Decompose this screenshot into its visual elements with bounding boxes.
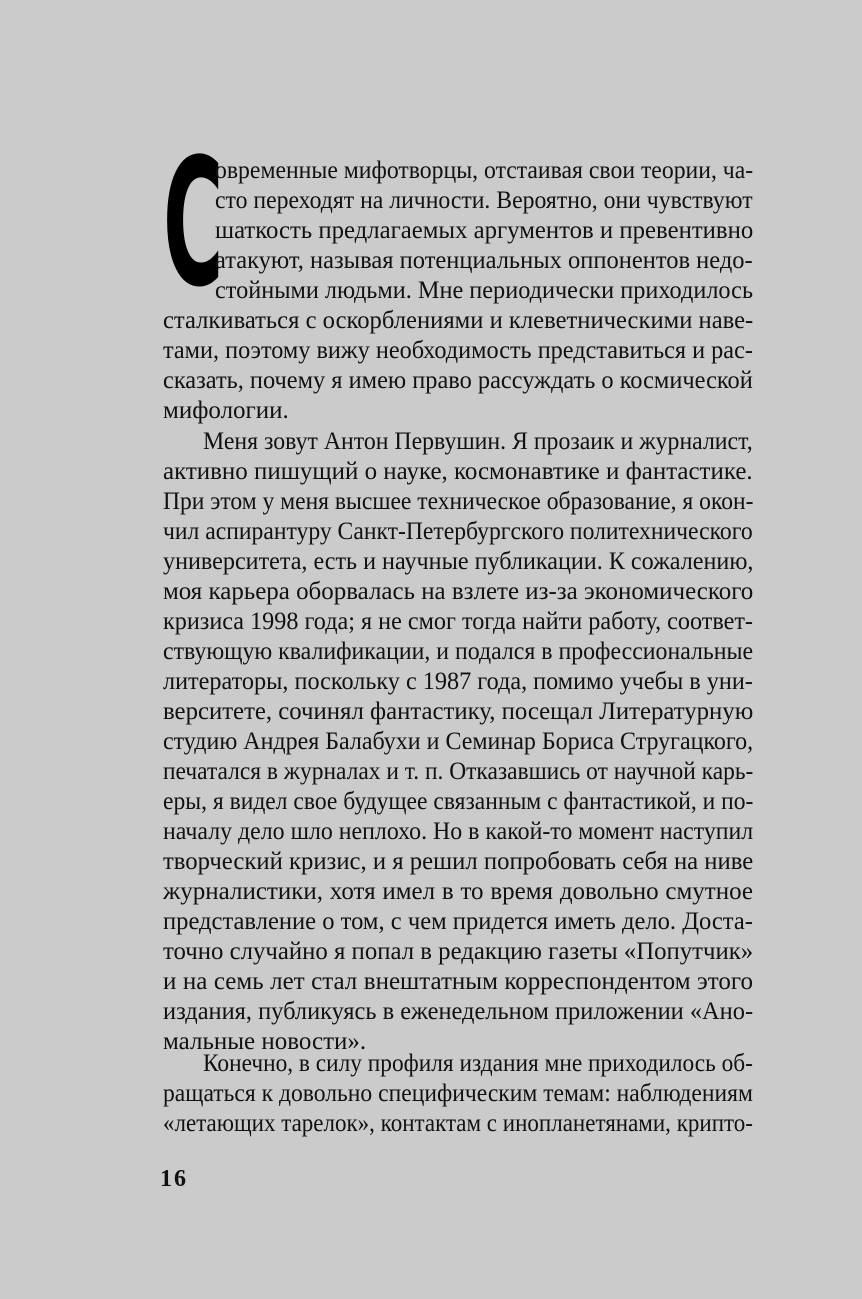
text-line: печатался в журналах и т. п. Отказавшись от научной карь- <box>163 758 754 785</box>
drop-cap: С <box>163 121 223 326</box>
text-line: издания, публикуясь в еженедельном приложении «Ано- <box>163 998 754 1025</box>
text-line: студию Андрея Балабухи и Семинар Бориса Стругацкого, <box>163 728 754 755</box>
text-line: творческий кризис, и я решил попробовать себя на ниве <box>163 848 754 875</box>
text-line: сказать, почему я имею право рассуждать о космической <box>163 367 753 394</box>
text-line: «летающих тарелок», контактам с инопланетянами, крипто- <box>163 1110 753 1137</box>
text-line: чил аспирантуру Санкт-Петербургского политехнического <box>163 518 753 545</box>
text-line: точно случайно я попал в редакцию газеты «Попутчик» <box>163 938 754 965</box>
text-line: Меня зовут Антон Первушин. Я прозаик и журналист, <box>203 428 753 455</box>
text-line: сто переходят на личности. Вероятно, они чувствуют <box>215 187 753 214</box>
text-line: сталкиваться с оскорблениями и клеветническими наве- <box>163 307 754 334</box>
text-line: ращаться к довольно специфическим темам: наблюдениям <box>163 1080 753 1107</box>
text-line: При этом у меня высшее техническое образование, я окон- <box>163 488 754 515</box>
text-line: Конечно, в силу профиля издания мне приходилось об- <box>203 1050 753 1077</box>
text-line: университета, есть и научные публикации. К сожалению, <box>163 548 754 575</box>
text-line: овременные мифотворцы, отстаивая свои теории, ча- <box>215 157 754 184</box>
text-line: еры, я видел свое будущее связанным с фантастикой, и по- <box>163 788 754 815</box>
text-line: мифологии. <box>163 397 289 424</box>
text-line: верситете, сочинял фантастику, посещал Литературную <box>163 698 754 725</box>
text-line: журналистики, хотя имел в то время довольно смутное <box>163 878 753 905</box>
text-line: шаткость предлагаемых аргументов и превентивно <box>215 217 754 244</box>
text-line: и на семь лет стал внештатным корреспондентом этого <box>163 968 753 995</box>
text-line: представление о том, с чем придется иметь дело. Доста- <box>163 908 753 935</box>
text-line: моя карьера оборвалась на взлете из-за экономического <box>163 578 754 605</box>
page-number: 16 <box>160 1166 188 1192</box>
text-line: кризиса 1998 года; я не смог тогда найти работу, соответ- <box>163 608 753 635</box>
text-line: тами, поэтому вижу необходимость представиться и рас- <box>163 337 753 364</box>
text-line: активно пишущий о науке, космонавтике и фантастике. <box>163 458 753 485</box>
text-line: литераторы, поскольку с 1987 года, помимо учебы в уни- <box>163 668 753 695</box>
text-line: ствующую квалификации, и подался в профессиональные <box>163 638 754 665</box>
text-line: мальные новости». <box>163 1028 367 1055</box>
text-line: атакуют, называя потенциальных оппонентов недо- <box>215 247 753 274</box>
text-line: началу дело шло неплохо. Но в какой-то момент наступил <box>163 818 754 845</box>
text-line: стойными людьми. Мне периодически приходилось <box>215 277 754 304</box>
